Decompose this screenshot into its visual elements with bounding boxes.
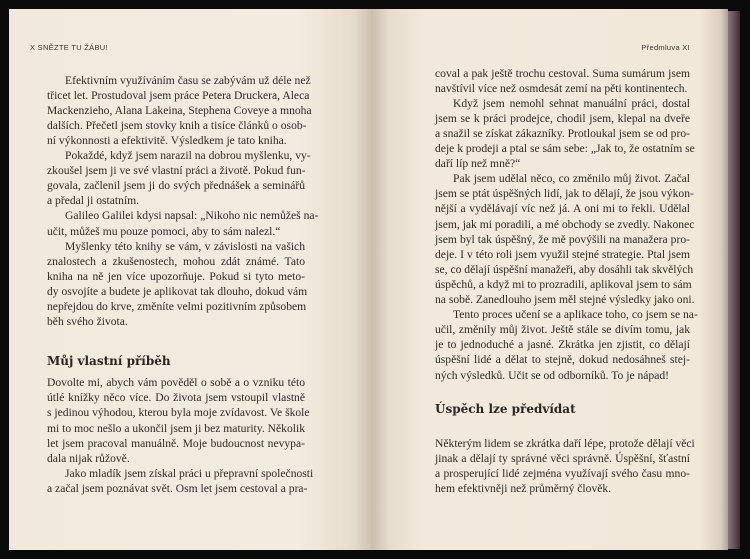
text-line: Myšlenky této knihy se vám, v závislosti na vašich <box>65 239 305 253</box>
text-line: jinak a dělají ty správné věci správně. Úspěšní, šťastní <box>435 451 690 465</box>
text-line: deje. I v této roli jsem využil stejné strategie. Ptal jsem <box>435 247 690 261</box>
text-line: Efektivním využíváním času se zabývám už déle než <box>65 73 311 87</box>
text-line: Galileo Galilei kdysi napsal: „Nikoho nic nemůžeš na- <box>65 209 319 223</box>
text-line: ných výsledků. Učit se od odborníků. To je nápad! <box>435 368 670 382</box>
text-line: Jako mladík jsem získal práci u přepravní společnosti <box>65 466 314 480</box>
text-line: úspěchů, a když mi to prozradili, aplikoval jsem to sám <box>435 277 692 291</box>
text-line: hem efektivněji než průměrný člověk. <box>435 481 612 495</box>
text-line: je to jednoduché a jasné. Zkrátka jen zjistit, co dělají <box>435 338 690 352</box>
text-line: nější a vydělávají víc než já. A oni mi to řekli. Udělal <box>435 202 690 216</box>
text-line: Některým lidem se zkrátka daří lépe, protože dělají věci <box>435 436 695 450</box>
text-line: Mackenzieho, Alana Lakeina, Stephena Coveye a mnoha <box>47 103 312 117</box>
text-line: Dovolte mi, abych vám pověděl o sobě a o vzniku této <box>47 376 305 390</box>
text-line: kniha na ně jen více upozorňuje. Pokud si tyto meto- <box>47 269 305 283</box>
text-line: deje k prodeji a ptal se sám sebe: „Jak to, že ostatním se <box>435 142 695 155</box>
text-line: jsem byl tak úspěšný, že mě povýšili na manažera pro- <box>435 232 690 246</box>
text-line: dalších. Přečetl jsem stovky knih a tisíce článků o osob- <box>47 118 307 132</box>
text-line: třicet let. Prostudoval jsem práce Petera Druckera, Aleca <box>47 88 310 102</box>
text-line: s jedinou výhodou, kterou byla moje zvídavost. Ve škole <box>47 406 310 420</box>
section-heading: Úspěch lze předvídat <box>435 402 576 417</box>
text-line: coval a pak ještě trochu cestoval. Suma sumárum jsem <box>435 66 690 80</box>
text-line: úspěšní lidé a dělat to stejně, dokud nedosáhneš stej- <box>435 353 690 367</box>
text-line: nepřejdou do krve, změníte velmi pozitivním způsobem <box>47 300 307 313</box>
page-edge <box>728 11 740 549</box>
text-line: daří líp než mně?“ <box>435 157 521 171</box>
right-page <box>371 9 728 550</box>
text-line: útlé knížky něco více. Do života jsem vstoupil vlastně <box>47 391 305 405</box>
text-line: dy osvojíte a budete je aplikovat tak dlouho, dokud vám <box>47 284 308 298</box>
text-line: ní výkonnosti a efektivitě. Výsledkem je tato kniha. <box>47 133 287 147</box>
text-line: učit, můžeš mu pouze pomoci, aby to sám nalezl.“ <box>47 224 281 238</box>
text-line: jsem se ptát úspěšných lidí, jak to dělají, že jsou výkon- <box>435 187 694 201</box>
text-line: a snažil se získat zákazníky. Protloukal jsem se od pro- <box>435 126 690 140</box>
text-line: se, co dělají úspěšní manažeři, aby dosáhli tak skvělých <box>435 262 694 276</box>
text-line: a prosperující lidé zejména využívají svého času mno- <box>435 466 690 480</box>
text-line: zkoušel jsem ji ve své vlastní práci a životě. Pokud fun- <box>47 164 306 178</box>
text-line: jsem se k práci prodejce, chodil jsem, klepal na dveře <box>435 111 690 125</box>
text-line: Tento proces učení se a aplikace toho, co jsem se na- <box>453 308 698 322</box>
running-head-left: X SNĚZTE TU ŽÁBU! <box>30 43 108 52</box>
text-line: a předal ji ostatním. <box>47 194 140 208</box>
text-line: na sobě. Zanedlouho jsem měl stejné výsledky jako oni. <box>435 293 695 306</box>
text-line: navštívil více než osmdesát zemí na pěti kontinentech. <box>435 81 688 95</box>
running-head-right: Předmluva XI <box>641 43 690 52</box>
text-line: Když jsem nemohl sehnat manuální práci, dostal <box>453 96 690 110</box>
text-line: mi to moc nešlo a ukončil jsem ji bez maturity. Několik <box>47 421 305 435</box>
text-line: let jsem pracoval manuálně. Moje budoucnost nevypa- <box>47 436 305 450</box>
text-line: Pak jsem udělal něco, co změnilo můj život. Začal <box>453 172 690 186</box>
text-line: dala nijak růžově. <box>47 451 130 465</box>
section-heading: Můj vlastní příběh <box>47 353 171 368</box>
text-line: a začal jsem poznávat svět. Osm let jsem cestoval a pra- <box>47 481 308 495</box>
text-line: znalostech a zkušenostech, mohou zdát známé. Tato <box>47 254 305 268</box>
left-page <box>9 9 371 550</box>
text-line: govala, začlenil jsem ji do svých přednášek a seminářů <box>47 179 305 193</box>
text-line: učil, změnily můj život. Ještě stále se divím tomu, jak <box>435 323 690 337</box>
text-line: běh svého života. <box>47 315 128 329</box>
text-line: Pokaždé, když jsem narazil na dobrou myšlenku, vy- <box>65 149 311 162</box>
text-line: jsem, jak mi poradili, a mé obchody se zvedly. Nakonec <box>435 217 695 231</box>
